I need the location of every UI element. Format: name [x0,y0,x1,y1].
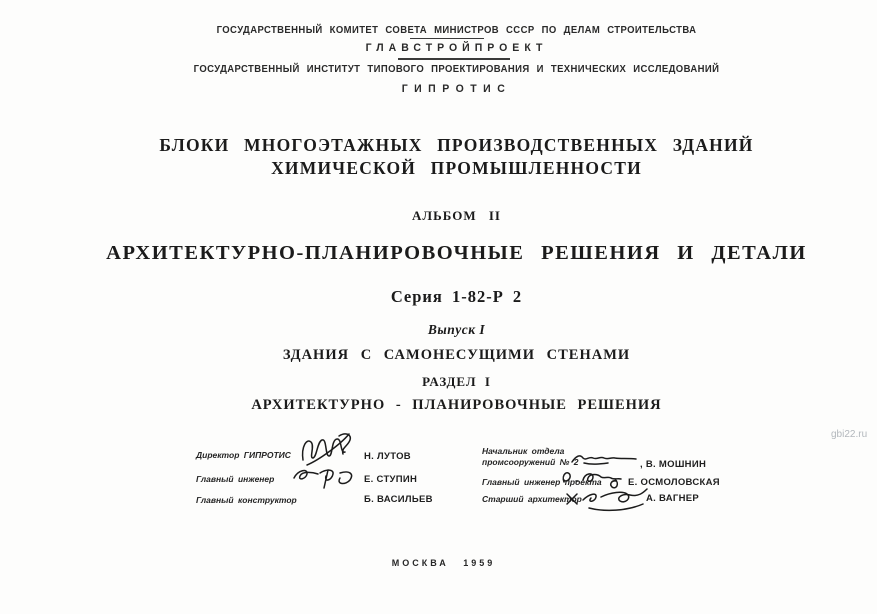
signature-moshnin-icon [570,450,638,468]
letterhead-rule-1 [410,38,484,39]
letterhead-rule-2 [398,58,510,60]
main-title-line-2: ХИМИЧЕСКОЙ ПРОМЫШЛЕННОСТИ [271,158,642,178]
sig-role-dept-head: Начальник отдела промсооружений № 2 [482,446,579,468]
sig-name-moshnin: , В. МОШНИН [640,459,707,470]
sig-name-lutov: Н. ЛУТОВ [364,451,411,462]
signature-stupin-icon [290,464,356,492]
imprint-moscow-1959: МОСКВА 1959 [391,558,496,568]
sig-name-osmolovskaya: Е. ОСМОЛОВСКАЯ [628,477,720,488]
sig-role-chief-engineer: Главный инженер [196,474,275,484]
letterhead-glavstroyproekt: ГЛАВСТРОЙПРОЕКТ [365,41,548,55]
sig-role-chief-constructor: Главный конструктор [196,495,297,505]
main-title-line-1: БЛОКИ МНОГОЭТАЖНЫХ ПРОИЗВОДСТВЕННЫХ ЗДАНИЙ [159,135,754,155]
series-number: Серия 1-82-Р 2 [390,287,523,306]
sig-role-senior-architect: Старший архитектор [482,494,582,504]
watermark-gbi22: gbi22.ru [831,429,868,440]
letterhead-institute: ГОСУДАРСТВЕННЫЙ ИНСТИТУТ ТИПОВОГО ПРОЕКТИРОВАНИЯ И ТЕХНИЧЕСКИХ ИССЛЕДОВАНИЙ [193,63,720,76]
letterhead-committee: ГОСУДАРСТВЕННЫЙ КОМИТЕТ СОВЕТА МИНИСТРОВ СССР ПО ДЕЛАМ СТРОИТЕЛЬСТВА [216,24,697,37]
sig-name-vasiliev: Б. ВАСИЛЬЕВ [364,494,433,505]
issue-number: Выпуск I [427,322,486,337]
album-number: АЛЬБОМ II [412,208,501,223]
sig-role-director: Директор ГИПРОТИС [196,450,291,460]
album-subtitle: АРХИТЕКТУРНО-ПЛАНИРОВОЧНЫЕ РЕШЕНИЯ И ДЕТАЛИ [106,242,807,264]
sig-role-project-engineer: Главный инженер проекта [482,477,602,487]
letterhead-giprotis: ГИПРОТИС [401,82,512,96]
sig-name-vagner: А. ВАГНЕР [646,493,700,504]
issue-title: ЗДАНИЯ С САМОНЕСУЩИМИ СТЕНАМИ [282,347,631,363]
signature-vagner-icon [563,484,649,514]
sig-name-stupin: Е. СТУПИН [364,474,418,485]
section-title: АРХИТЕКТУРНО - ПЛАНИРОВОЧНЫЕ РЕШЕНИЯ [251,397,662,413]
section-number: РАЗДЕЛ I [422,374,491,389]
